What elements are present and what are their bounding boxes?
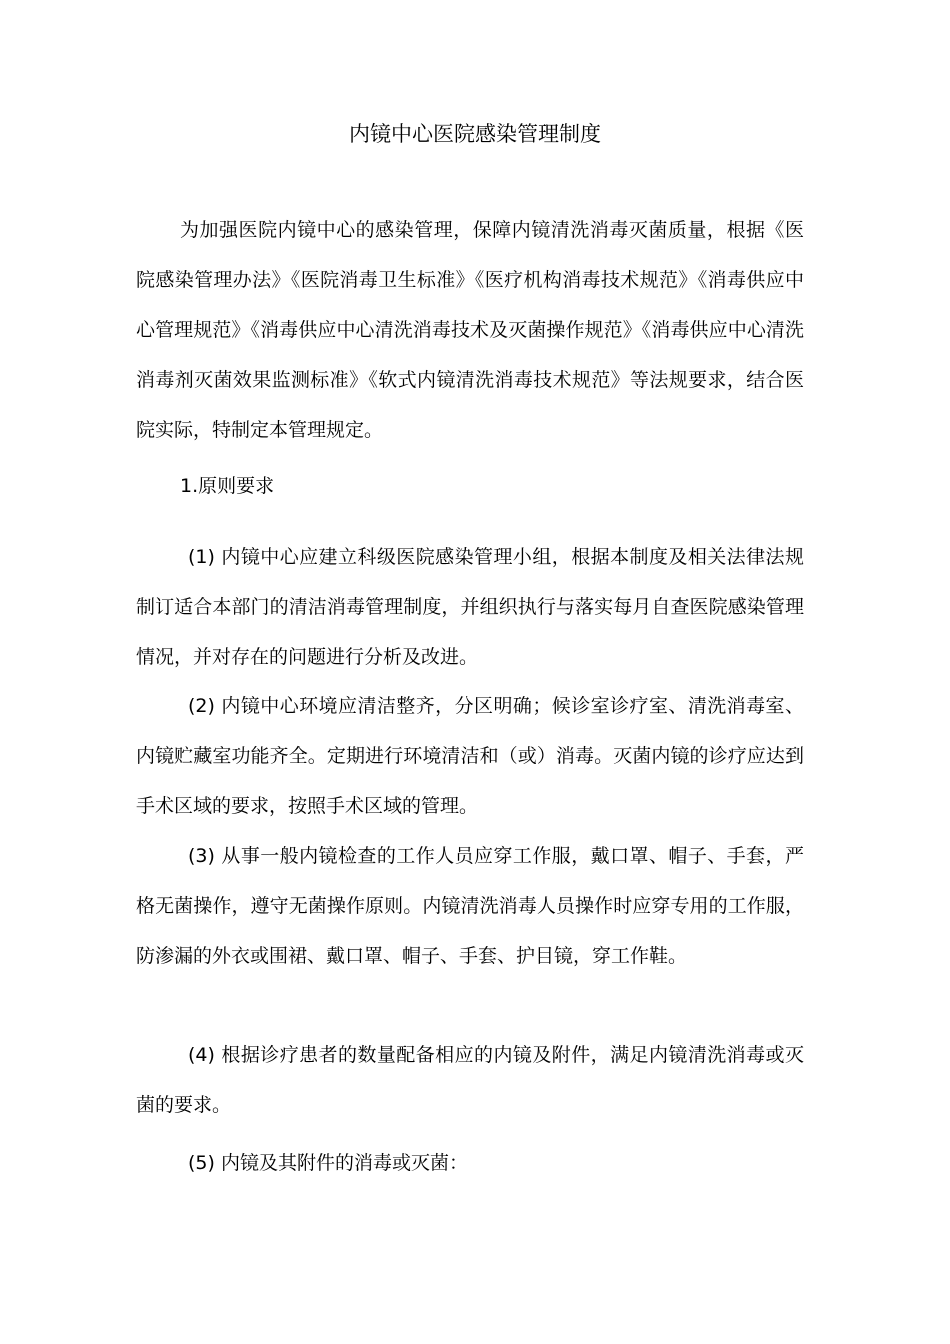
- section-heading-block: [136, 461, 804, 511]
- list-item: (2) 内镜中心环境应清洁整齐，分区明确；候诊室诊疗室、清洗消毒室、内镜贮藏室功能齐全。定期进行环境清洁和（或）消毒。灭菌内镜的诊疗应达到手术区域的要求，按照手术区域的管理。: [136, 695, 804, 817]
- list-item: (5) 内镜及其附件的消毒或灭菌：: [188, 1152, 468, 1174]
- item-4-block: [136, 1030, 804, 1130]
- intro-paragraph: 为加强医院内镜中心的感染管理，保障内镜清洗消毒灭菌质量，根据《医院感染管理办法》《医院消毒卫生标准》《医疗机构消毒技术规范》《消毒供应中心管理规范》《消毒供应中心清洗消毒技术及灭菌操作规范》《消毒供应中心清洗消毒剂灭菌效果监测标准》《软式内镜清洗消毒技术规范》等法规要求，结合医院实际，特制定本管理规定。: [136, 219, 804, 441]
- item-1-block: [136, 532, 804, 682]
- item-2-block: [136, 681, 804, 831]
- item-5-block: [136, 1138, 804, 1188]
- list-item: (3) 从事一般内镜检查的工作人员应穿工作服，戴口罩、帽子、手套，严格无菌操作，遵守无菌操作原则。内镜清洗消毒人员操作时应穿专用的工作服，防渗漏的外衣或围裙、戴口罩、帽子、手套、护目镜，穿工作鞋。: [136, 845, 804, 967]
- document-title: 内镜中心医院感染管理制度: [349, 122, 601, 146]
- section-1-heading: 1.原则要求: [180, 475, 275, 497]
- list-item: (4) 根据诊疗患者的数量配备相应的内镜及附件，满足内镜清洗消毒或灭菌的要求。: [136, 1044, 804, 1116]
- list-item: (1) 内镜中心应建立科级医院感染管理小组，根据本制度及相关法律法规制订适合本部门的清洁消毒管理制度，并组织执行与落实每月自查医院感染管理情况，并对存在的问题进行分析及改进。: [136, 546, 804, 668]
- intro-block: [136, 205, 804, 455]
- item-3-block: [136, 831, 804, 981]
